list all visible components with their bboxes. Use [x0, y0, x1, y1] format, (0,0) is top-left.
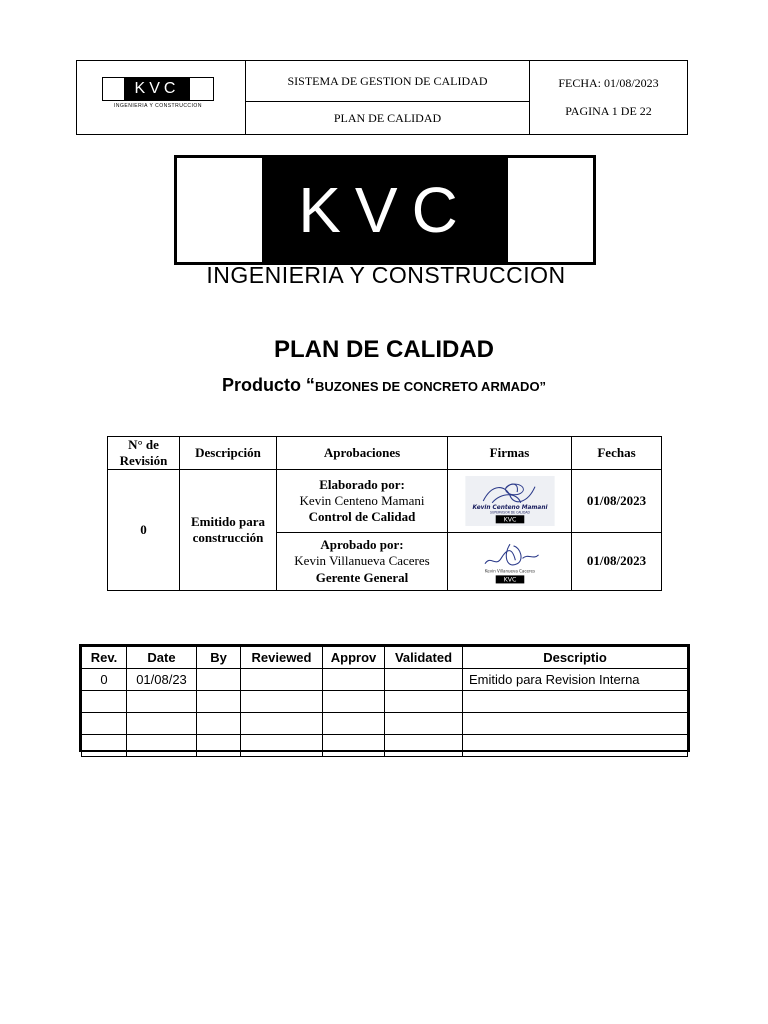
table-cell: [241, 735, 323, 757]
table-cell: [241, 691, 323, 713]
elaborado-name: Kevin Centeno Mamani: [299, 492, 425, 508]
page-number: PAGINA 1 DE 22: [565, 103, 652, 118]
aprobado-signature: [447, 533, 571, 590]
signature-stamp-icon: [460, 537, 560, 587]
document-header: [76, 60, 688, 135]
logo-text: KVC: [298, 174, 472, 246]
table-cell: [127, 691, 197, 713]
table-row: [82, 669, 688, 691]
col-header-firmas: Firmas: [447, 437, 571, 470]
revision-number: 0: [140, 521, 147, 537]
table-row: [82, 713, 688, 735]
table-cell: [323, 669, 385, 691]
revision-description: [179, 470, 276, 590]
table-cell: [323, 735, 385, 757]
col-header-revision: [108, 437, 179, 470]
company-subtitle: INGENIERIA Y CONSTRUCCION: [206, 262, 566, 288]
aprobado-label: Aprobado por:: [320, 537, 404, 553]
table-cell: [241, 713, 323, 735]
table-cell: [463, 735, 688, 757]
table-cell: [197, 669, 241, 691]
table-cell: [241, 669, 323, 691]
stamp-name-elaborado: Kevin Centeno Mamani: [472, 505, 547, 512]
table-cell: [463, 713, 688, 735]
stamp-role-elaborado: SUPERVISOR DE CALIDAD: [489, 510, 530, 515]
page-title: PLAN DE CALIDAD: [274, 336, 494, 363]
header-date: FECHA: 01/08/2023: [558, 75, 659, 90]
elaborado-signature: [447, 470, 571, 533]
table-cell: [197, 691, 241, 713]
col-validated: Validated: [385, 647, 463, 669]
col-header-descripcion: Descripción: [179, 437, 276, 470]
col-rev: Rev.: [82, 647, 127, 669]
table-cell: 01/08/23: [127, 669, 197, 691]
elaborado-role: Control de Calidad: [308, 509, 416, 525]
table-cell: [82, 735, 127, 757]
company-logo: [174, 155, 596, 265]
col-header-revision-l1: N° de: [128, 436, 159, 452]
elaborado-cell: [276, 470, 447, 533]
revision-log-table: [79, 644, 690, 752]
signature-stamp-icon: [460, 476, 560, 526]
table-cell: [197, 735, 241, 757]
stamp-name-aprobado: Kevin Villanueva Caceres: [484, 568, 535, 574]
table-cell: [82, 713, 127, 735]
company-logo-small: [102, 77, 214, 109]
system-name: SISTEMA DE GESTION DE CALIDAD: [246, 61, 530, 102]
table-cell: [127, 713, 197, 735]
aprobado-date: 01/08/2023: [571, 533, 661, 590]
stamp-logo-aprobado: KVC: [503, 576, 516, 584]
col-header-fechas: Fechas: [571, 437, 661, 470]
table-cell: Emitido para Revision Interna: [463, 669, 688, 691]
revision-log-header: [82, 647, 688, 669]
approvals-table: [107, 436, 662, 591]
table-cell: [323, 713, 385, 735]
stamp-logo-elaborado: KVC: [503, 516, 516, 524]
col-descriptio: Descriptio: [463, 647, 688, 669]
table-cell: [385, 735, 463, 757]
description-line1: Emitido para: [190, 513, 266, 529]
table-row: [82, 735, 688, 757]
product-prefix: Producto “: [221, 375, 315, 395]
product-line: [0, 375, 768, 396]
table-cell: [385, 713, 463, 735]
col-approv: Approv: [323, 647, 385, 669]
description-line2: construcción: [192, 530, 264, 545]
aprobado-name: Kevin Villanueva Caceres: [294, 553, 430, 569]
table-cell: [385, 691, 463, 713]
col-by: By: [197, 647, 241, 669]
product-name: BUZONES DE CONCRETO ARMADO”: [314, 379, 547, 394]
elaborado-label: Elaborado por:: [319, 476, 405, 492]
table-cell: [197, 713, 241, 735]
logo-text-small: KVC: [124, 77, 190, 101]
elaborado-date: 01/08/2023: [571, 470, 661, 533]
col-header-revision-l2: Revisión: [119, 453, 168, 468]
col-header-aprobaciones: Aprobaciones: [276, 437, 447, 470]
table-cell: 0: [82, 669, 127, 691]
aprobado-cell: [276, 533, 447, 590]
col-date: Date: [127, 647, 197, 669]
logo-subtitle-small: INGENIERIA Y CONSTRUCCION: [114, 103, 202, 109]
header-logo-cell: [77, 61, 246, 134]
aprobado-role: Gerente General: [315, 569, 409, 585]
table-cell: [127, 735, 197, 757]
document-name: PLAN DE CALIDAD: [246, 102, 530, 134]
table-cell: [323, 691, 385, 713]
col-reviewed: Reviewed: [241, 647, 323, 669]
table-cell: [82, 691, 127, 713]
table-cell: [385, 669, 463, 691]
table-cell: [463, 691, 688, 713]
table-row: [82, 691, 688, 713]
